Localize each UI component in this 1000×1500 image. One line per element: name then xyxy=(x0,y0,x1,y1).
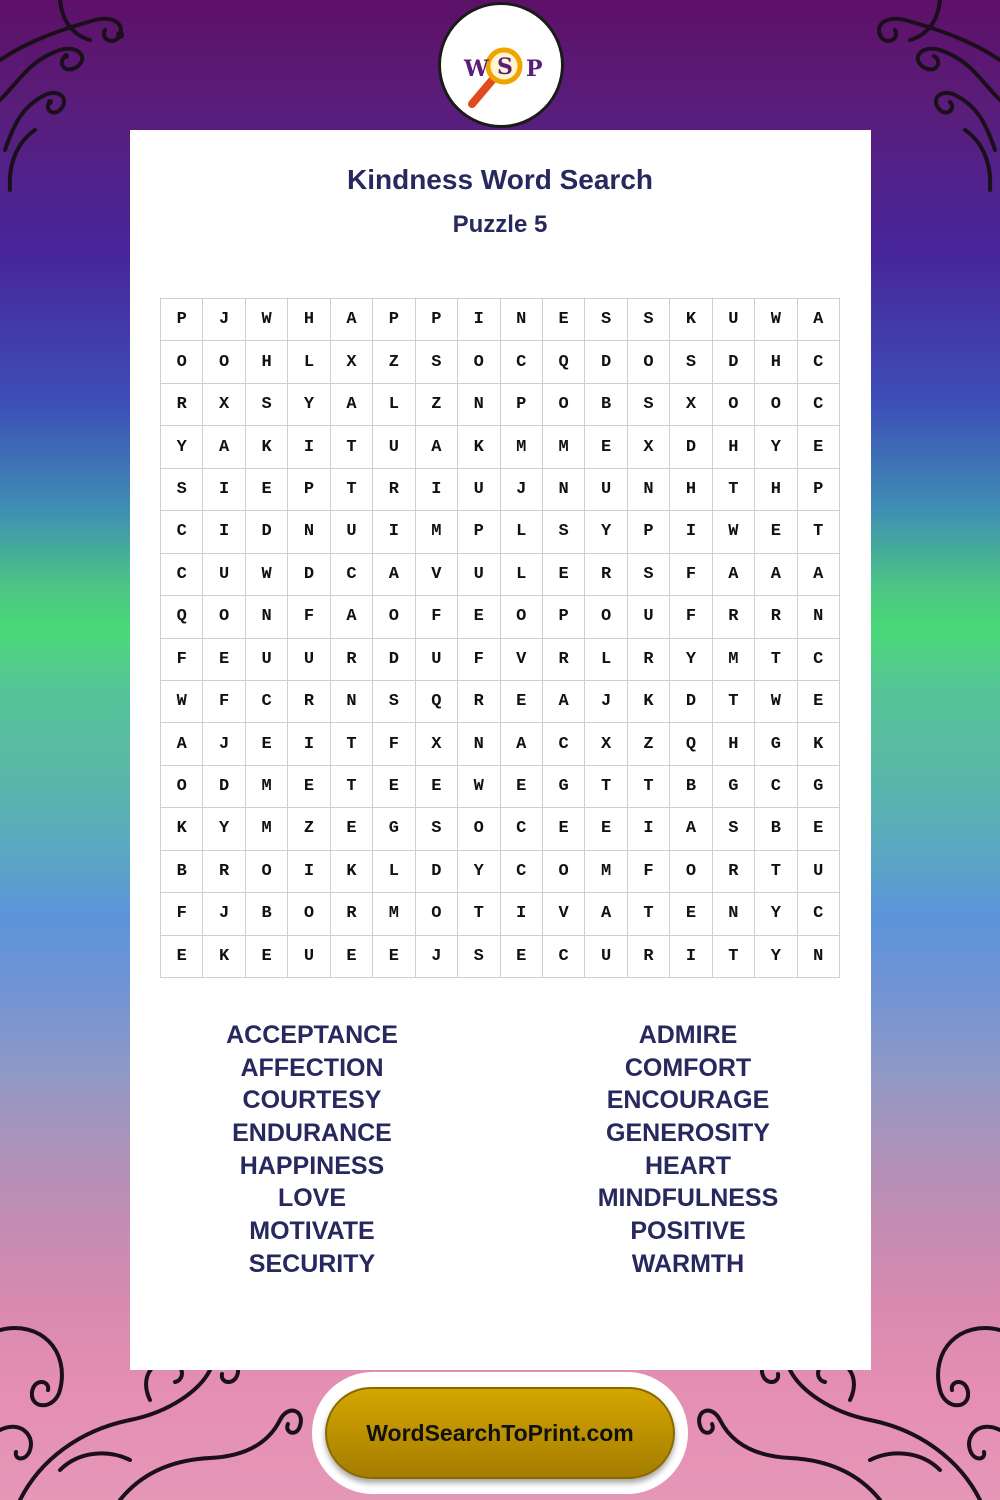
grid-cell[interactable]: Y xyxy=(203,808,245,850)
grid-cell[interactable]: N xyxy=(713,893,755,935)
grid-cell[interactable]: I xyxy=(203,511,245,553)
grid-cell[interactable]: X xyxy=(331,341,373,383)
grid-cell[interactable]: A xyxy=(755,554,797,596)
grid-cell[interactable]: C xyxy=(798,341,840,383)
grid-cell[interactable]: X xyxy=(203,384,245,426)
grid-cell[interactable]: G xyxy=(373,808,415,850)
grid-cell[interactable]: R xyxy=(543,639,585,681)
grid-cell[interactable]: I xyxy=(288,723,330,765)
grid-cell[interactable]: F xyxy=(203,681,245,723)
grid-cell[interactable]: I xyxy=(670,511,712,553)
word-list-item: ENCOURAGE xyxy=(606,1086,770,1115)
grid-cell[interactable]: U xyxy=(798,851,840,893)
grid-cell[interactable]: O xyxy=(288,893,330,935)
grid-cell[interactable]: V xyxy=(416,554,458,596)
grid-cell[interactable]: F xyxy=(670,554,712,596)
grid-cell[interactable]: P xyxy=(798,469,840,511)
grid-cell[interactable]: L xyxy=(373,384,415,426)
grid-cell[interactable]: K xyxy=(458,426,500,468)
grid-cell[interactable]: N xyxy=(331,681,373,723)
grid-cell[interactable]: H xyxy=(713,426,755,468)
grid-cell[interactable]: E xyxy=(331,936,373,978)
puzzle-subtitle: Puzzle 5 xyxy=(452,211,548,238)
grid-cell[interactable]: S xyxy=(416,341,458,383)
grid-cell[interactable]: F xyxy=(416,596,458,638)
grid-cell[interactable]: R xyxy=(288,681,330,723)
grid-cell[interactable]: D xyxy=(373,639,415,681)
grid-cell[interactable]: U xyxy=(373,426,415,468)
grid-cell[interactable]: D xyxy=(670,426,712,468)
grid-cell[interactable]: E xyxy=(501,681,543,723)
grid-cell[interactable]: C xyxy=(798,893,840,935)
grid-cell[interactable]: M xyxy=(246,766,288,808)
grid-cell[interactable]: S xyxy=(543,511,585,553)
grid-cell[interactable]: E xyxy=(288,766,330,808)
grid-cell[interactable]: C xyxy=(331,554,373,596)
grid-cell[interactable]: K xyxy=(203,936,245,978)
grid-cell[interactable]: L xyxy=(501,554,543,596)
grid-cell[interactable]: Y xyxy=(755,893,797,935)
page-title: Kindness Word Search xyxy=(346,164,653,195)
grid-cell[interactable]: S xyxy=(246,384,288,426)
grid-cell[interactable]: I xyxy=(288,426,330,468)
grid-cell[interactable]: E xyxy=(543,299,585,341)
grid-cell[interactable]: U xyxy=(458,469,500,511)
grid-cell[interactable]: C xyxy=(543,936,585,978)
word-list-left xyxy=(147,1019,477,1281)
grid-cell[interactable]: R xyxy=(628,639,670,681)
grid-cell[interactable]: A xyxy=(501,723,543,765)
grid-cell[interactable]: Q xyxy=(416,681,458,723)
grid-cell[interactable]: O xyxy=(585,596,627,638)
grid-cell[interactable]: O xyxy=(543,384,585,426)
grid-cell[interactable]: P xyxy=(458,511,500,553)
grid-cell[interactable]: W xyxy=(458,766,500,808)
grid-cell[interactable]: Q xyxy=(161,596,203,638)
grid-cell[interactable]: A xyxy=(331,299,373,341)
grid-cell[interactable]: E xyxy=(543,808,585,850)
grid-cell[interactable]: F xyxy=(288,596,330,638)
grid-cell[interactable]: A xyxy=(585,893,627,935)
grid-cell[interactable]: M xyxy=(246,808,288,850)
grid-cell[interactable]: G xyxy=(713,766,755,808)
word-list-right xyxy=(523,1019,853,1281)
grid-cell[interactable]: H xyxy=(246,341,288,383)
wsp-logo[interactable] xyxy=(438,2,564,128)
grid-cell[interactable]: J xyxy=(501,469,543,511)
grid-cell[interactable]: T xyxy=(585,766,627,808)
word-list-item: HEART xyxy=(644,1151,732,1180)
grid-cell[interactable]: G xyxy=(755,723,797,765)
grid-cell[interactable]: O xyxy=(373,596,415,638)
word-list-item: ENDURANCE xyxy=(232,1119,392,1148)
grid-cell[interactable]: H xyxy=(755,341,797,383)
grid-cell[interactable]: E xyxy=(501,766,543,808)
grid-cell[interactable]: Z xyxy=(373,341,415,383)
grid-cell[interactable]: N xyxy=(501,299,543,341)
grid-cell[interactable]: E xyxy=(585,808,627,850)
grid-cell[interactable]: D xyxy=(416,851,458,893)
grid-cell[interactable]: W xyxy=(161,681,203,723)
grid-cell[interactable]: S xyxy=(670,341,712,383)
grid-cell[interactable]: O xyxy=(628,341,670,383)
grid-cell[interactable]: J xyxy=(585,681,627,723)
grid-cell[interactable]: B xyxy=(670,766,712,808)
word-list-item: ADMIRE xyxy=(638,1021,738,1049)
word-list-item: LOVE xyxy=(277,1184,347,1213)
grid-cell[interactable]: E xyxy=(203,639,245,681)
grid-cell[interactable]: U xyxy=(203,554,245,596)
grid-cell[interactable]: Y xyxy=(670,639,712,681)
grid-cell[interactable]: R xyxy=(331,893,373,935)
word-list-item: POSITIVE xyxy=(630,1217,746,1246)
grid-cell[interactable]: M xyxy=(543,426,585,468)
grid-cell[interactable]: U xyxy=(288,639,330,681)
grid-cell[interactable]: X xyxy=(416,723,458,765)
grid-cell[interactable]: H xyxy=(755,469,797,511)
grid-cell[interactable]: O xyxy=(458,808,500,850)
grid-cell[interactable]: E xyxy=(246,936,288,978)
grid-cell[interactable]: R xyxy=(713,596,755,638)
grid-cell[interactable]: H xyxy=(713,723,755,765)
grid-cell[interactable]: C xyxy=(798,639,840,681)
grid-cell[interactable]: B xyxy=(161,851,203,893)
grid-cell[interactable]: T xyxy=(713,469,755,511)
grid-cell[interactable]: A xyxy=(161,723,203,765)
grid-cell[interactable]: O xyxy=(416,893,458,935)
grid-cell[interactable]: J xyxy=(416,936,458,978)
grid-cell[interactable]: T xyxy=(755,851,797,893)
grid-cell[interactable]: A xyxy=(713,554,755,596)
grid-cell[interactable]: S xyxy=(416,808,458,850)
grid-cell[interactable]: T xyxy=(713,681,755,723)
grid-cell[interactable]: C xyxy=(161,511,203,553)
grid-cell[interactable]: C xyxy=(501,341,543,383)
grid-cell[interactable]: A xyxy=(331,596,373,638)
grid-cell[interactable]: J xyxy=(203,299,245,341)
grid-cell[interactable]: O xyxy=(755,384,797,426)
grid-cell[interactable]: W xyxy=(755,681,797,723)
grid-cell[interactable]: H xyxy=(670,469,712,511)
grid-cell[interactable]: L xyxy=(501,511,543,553)
grid-cell[interactable]: M xyxy=(713,639,755,681)
grid-cell[interactable]: K xyxy=(798,723,840,765)
grid-cell[interactable]: E xyxy=(670,893,712,935)
grid-cell[interactable]: S xyxy=(585,299,627,341)
word-list-item: HAPPINESS xyxy=(239,1151,385,1180)
grid-cell[interactable]: U xyxy=(628,596,670,638)
grid-cell[interactable]: S xyxy=(373,681,415,723)
grid-cell[interactable]: K xyxy=(331,851,373,893)
grid-cell[interactable]: Q xyxy=(670,723,712,765)
grid-cell[interactable]: E xyxy=(416,766,458,808)
grid-cell[interactable]: E xyxy=(331,808,373,850)
grid-cell[interactable]: O xyxy=(161,766,203,808)
grid-cell[interactable]: N xyxy=(628,469,670,511)
grid-cell[interactable]: O xyxy=(246,851,288,893)
grid-cell[interactable]: I xyxy=(670,936,712,978)
word-list-item: ACCEPTANCE xyxy=(226,1021,398,1049)
grid-cell[interactable]: E xyxy=(246,723,288,765)
grid-cell[interactable]: L xyxy=(288,341,330,383)
grid-cell[interactable]: Y xyxy=(458,851,500,893)
grid-cell[interactable]: O xyxy=(713,384,755,426)
grid-cell[interactable]: P xyxy=(501,384,543,426)
grid-cell[interactable]: P xyxy=(628,511,670,553)
grid-cell[interactable]: K xyxy=(246,426,288,468)
grid-cell[interactable]: O xyxy=(543,851,585,893)
grid-cell[interactable]: W xyxy=(246,554,288,596)
svg-text:W: W xyxy=(464,56,489,82)
grid-cell[interactable]: O xyxy=(161,341,203,383)
grid-cell[interactable]: O xyxy=(203,596,245,638)
grid-cell[interactable]: W xyxy=(246,299,288,341)
grid-cell[interactable]: M xyxy=(501,426,543,468)
grid-cell[interactable]: E xyxy=(798,426,840,468)
grid-cell[interactable]: A xyxy=(798,299,840,341)
grid-cell[interactable]: A xyxy=(670,808,712,850)
grid-cell[interactable]: O xyxy=(670,851,712,893)
grid-cell[interactable]: S xyxy=(628,299,670,341)
grid-cell[interactable]: Z xyxy=(628,723,670,765)
grid-cell[interactable]: F xyxy=(161,893,203,935)
grid-cell[interactable]: E xyxy=(798,808,840,850)
grid-cell[interactable]: I xyxy=(203,469,245,511)
word-list-item: WARMTH xyxy=(631,1249,745,1278)
grid-cell[interactable]: Y xyxy=(755,426,797,468)
grid-cell[interactable]: I xyxy=(373,511,415,553)
grid-cell[interactable]: D xyxy=(246,511,288,553)
grid-cell[interactable]: F xyxy=(161,639,203,681)
grid-cell[interactable]: C xyxy=(161,554,203,596)
grid-cell[interactable]: F xyxy=(670,596,712,638)
grid-cell[interactable]: Y xyxy=(288,384,330,426)
svg-text:S: S xyxy=(497,54,513,80)
grid-cell[interactable]: R xyxy=(161,384,203,426)
grid-cell[interactable]: N xyxy=(288,511,330,553)
word-list-item: COMFORT xyxy=(624,1053,752,1082)
grid-cell[interactable]: L xyxy=(585,639,627,681)
website-link-button[interactable]: WordSearchToPrint.com xyxy=(325,1387,675,1479)
grid-cell[interactable]: K xyxy=(161,808,203,850)
grid-cell[interactable]: E xyxy=(161,936,203,978)
grid-cell[interactable]: S xyxy=(628,554,670,596)
grid-cell[interactable]: R xyxy=(458,681,500,723)
grid-cell[interactable]: A xyxy=(331,384,373,426)
grid-cell[interactable]: E xyxy=(543,554,585,596)
word-list-item: AFFECTION xyxy=(240,1053,384,1082)
svg-text:P: P xyxy=(526,56,543,82)
grid-cell[interactable]: C xyxy=(755,766,797,808)
grid-cell[interactable]: T xyxy=(755,639,797,681)
grid-cell[interactable]: T xyxy=(331,723,373,765)
grid-cell[interactable]: V xyxy=(501,639,543,681)
grid-cell[interactable]: R xyxy=(331,639,373,681)
grid-cell[interactable]: I xyxy=(458,299,500,341)
grid-cell[interactable]: E xyxy=(373,936,415,978)
grid-cell[interactable]: F xyxy=(628,851,670,893)
word-list-item: SECURITY xyxy=(248,1249,376,1278)
grid-cell[interactable]: S xyxy=(713,808,755,850)
grid-cell[interactable]: I xyxy=(288,851,330,893)
grid-cell[interactable]: R xyxy=(755,596,797,638)
grid-cell[interactable]: U xyxy=(246,639,288,681)
grid-cell[interactable]: D xyxy=(585,341,627,383)
grid-cell[interactable]: W xyxy=(713,511,755,553)
grid-cell[interactable]: Z xyxy=(416,384,458,426)
grid-cell[interactable]: I xyxy=(416,469,458,511)
grid-cell[interactable]: D xyxy=(288,554,330,596)
grid-cell[interactable]: Z xyxy=(288,808,330,850)
grid-cell[interactable]: P xyxy=(288,469,330,511)
grid-cell[interactable]: A xyxy=(798,554,840,596)
grid-cell[interactable]: E xyxy=(798,681,840,723)
grid-cell[interactable]: O xyxy=(458,341,500,383)
grid-cell[interactable]: T xyxy=(458,893,500,935)
grid-cell[interactable]: E xyxy=(755,511,797,553)
grid-cell[interactable]: T xyxy=(331,766,373,808)
grid-cell[interactable]: I xyxy=(628,808,670,850)
grid-cell[interactable]: X xyxy=(628,426,670,468)
grid-cell[interactable]: A xyxy=(543,681,585,723)
grid-cell[interactable]: G xyxy=(798,766,840,808)
grid-cell[interactable]: M xyxy=(585,851,627,893)
grid-cell[interactable]: R xyxy=(203,851,245,893)
magnifier-icon xyxy=(446,10,556,120)
grid-cell[interactable]: E xyxy=(373,766,415,808)
grid-cell[interactable]: Q xyxy=(543,341,585,383)
grid-cell[interactable]: I xyxy=(501,893,543,935)
grid-cell[interactable]: T xyxy=(331,469,373,511)
grid-cell[interactable]: R xyxy=(713,851,755,893)
grid-cell[interactable]: N xyxy=(798,936,840,978)
grid-cell[interactable]: S xyxy=(628,384,670,426)
grid-cell[interactable]: M xyxy=(373,893,415,935)
word-list-item: MOTIVATE xyxy=(249,1217,375,1246)
grid-cell[interactable]: R xyxy=(628,936,670,978)
grid-cell[interactable]: O xyxy=(203,341,245,383)
grid-cell[interactable]: V xyxy=(543,893,585,935)
grid-cell[interactable]: T xyxy=(713,936,755,978)
grid-cell[interactable]: O xyxy=(501,596,543,638)
grid-cell[interactable]: Y xyxy=(755,936,797,978)
grid-cell[interactable]: T xyxy=(628,766,670,808)
grid-cell[interactable]: A xyxy=(416,426,458,468)
grid-cell[interactable]: X xyxy=(585,723,627,765)
grid-cell[interactable]: J xyxy=(203,893,245,935)
word-list-item: GENEROSITY xyxy=(606,1119,770,1148)
grid-cell[interactable]: D xyxy=(713,341,755,383)
grid-cell[interactable]: N xyxy=(543,469,585,511)
grid-cell[interactable]: U xyxy=(331,511,373,553)
grid-cell[interactable]: U xyxy=(713,299,755,341)
grid-cell[interactable]: N xyxy=(458,723,500,765)
grid-cell[interactable]: T xyxy=(331,426,373,468)
grid-cell[interactable]: U xyxy=(416,639,458,681)
grid-cell[interactable]: R xyxy=(373,469,415,511)
grid-cell[interactable]: C xyxy=(543,723,585,765)
grid-cell[interactable]: X xyxy=(670,384,712,426)
grid-cell[interactable]: E xyxy=(458,596,500,638)
grid-cell[interactable]: L xyxy=(373,851,415,893)
grid-cell[interactable]: U xyxy=(585,936,627,978)
word-list-item: COURTESY xyxy=(242,1086,382,1115)
grid-cell[interactable]: E xyxy=(246,469,288,511)
grid-cell[interactable]: C xyxy=(501,808,543,850)
grid-cell[interactable]: Y xyxy=(161,426,203,468)
grid-cell[interactable]: K xyxy=(628,681,670,723)
word-list-item: MINDFULNESS xyxy=(597,1184,779,1213)
grid-cell[interactable]: D xyxy=(203,766,245,808)
grid-cell[interactable]: N xyxy=(246,596,288,638)
grid-cell[interactable]: U xyxy=(288,936,330,978)
grid-cell[interactable]: W xyxy=(755,299,797,341)
grid-cell[interactable]: C xyxy=(246,681,288,723)
grid-cell[interactable]: S xyxy=(161,469,203,511)
grid-cell[interactable]: U xyxy=(585,469,627,511)
grid-cell[interactable]: N xyxy=(458,384,500,426)
grid-cell[interactable]: P xyxy=(416,299,458,341)
grid-cell[interactable]: T xyxy=(798,511,840,553)
grid-cell[interactable]: P xyxy=(373,299,415,341)
grid-cell[interactable]: E xyxy=(585,426,627,468)
grid-cell[interactable]: F xyxy=(458,639,500,681)
grid-cell[interactable]: B xyxy=(585,384,627,426)
grid-cell[interactable]: P xyxy=(543,596,585,638)
grid-cell[interactable]: D xyxy=(670,681,712,723)
grid-cell[interactable]: T xyxy=(628,893,670,935)
grid-cell[interactable]: N xyxy=(798,596,840,638)
grid-cell[interactable]: Y xyxy=(585,511,627,553)
grid-cell[interactable]: B xyxy=(246,893,288,935)
grid-cell[interactable]: R xyxy=(585,554,627,596)
grid-cell[interactable]: C xyxy=(798,384,840,426)
grid-cell[interactable]: A xyxy=(203,426,245,468)
grid-cell[interactable]: P xyxy=(161,299,203,341)
grid-cell[interactable]: H xyxy=(288,299,330,341)
grid-cell[interactable]: E xyxy=(501,936,543,978)
grid-cell[interactable]: M xyxy=(416,511,458,553)
grid-cell[interactable]: F xyxy=(373,723,415,765)
grid-cell[interactable]: A xyxy=(373,554,415,596)
grid-cell[interactable]: S xyxy=(458,936,500,978)
grid-cell[interactable]: J xyxy=(203,723,245,765)
grid-cell[interactable]: K xyxy=(670,299,712,341)
grid-cell[interactable]: G xyxy=(543,766,585,808)
grid-cell[interactable]: U xyxy=(458,554,500,596)
grid-cell[interactable]: B xyxy=(755,808,797,850)
letter-grid xyxy=(160,298,840,978)
grid-cell[interactable]: C xyxy=(501,851,543,893)
